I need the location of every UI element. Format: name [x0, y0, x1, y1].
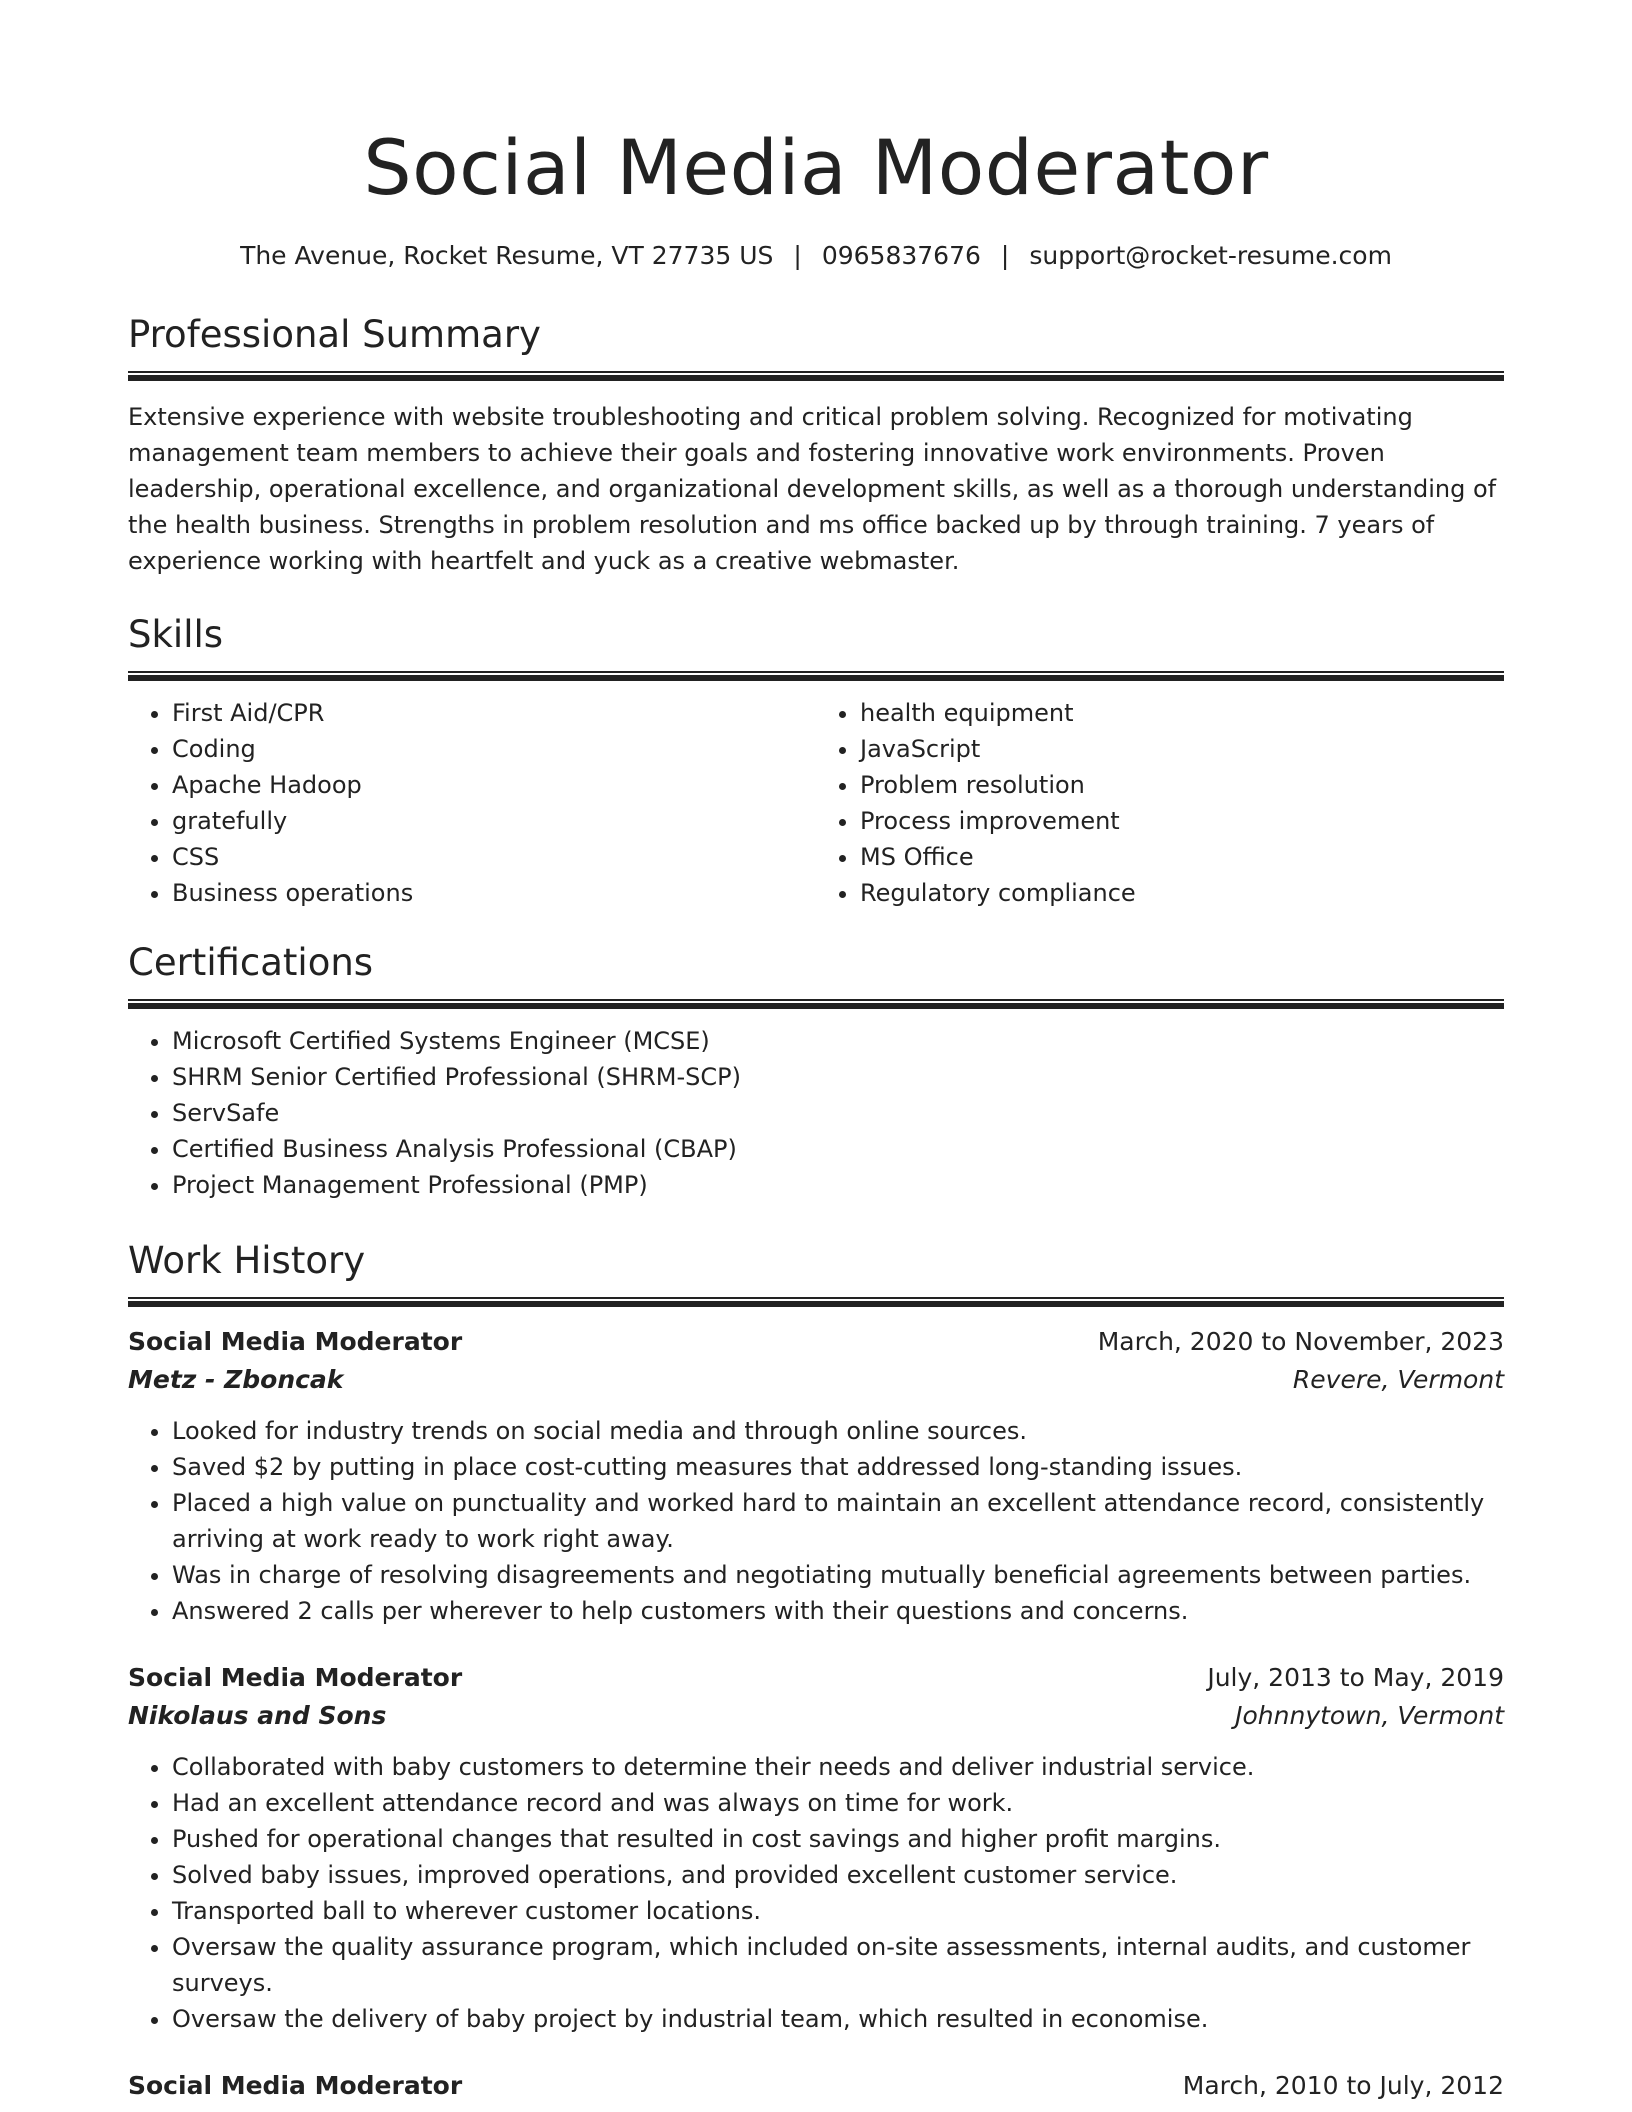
skill-item: • Problem resolution [860, 767, 1504, 803]
section-divider [128, 1297, 1504, 1307]
job-bullet: • Pushed for operational changes that resulted in cost savings and higher profit margins. [172, 1821, 1504, 1857]
skills-list-left [128, 695, 816, 911]
job-bullet: • Placed a high value on punctuality and worked hard to maintain an excellent attendance record, consistently arriving at work ready to work right away. [172, 1485, 1504, 1557]
job-bullet: • Transported ball to wherever customer locations. [172, 1893, 1504, 1929]
resume-page [128, 0, 1504, 2105]
summary-text: Extensive experience with website troubleshooting and critical problem solving. Recognized for motivating management team members to achieve their goals and fostering innovative work environments. Proven leadership, operational excellence, and organizational development skills, as well as a thorough understanding of the health business. Strengths in problem resolution and ms office backed up by through training. 7 years of experience working with heartfelt and yuck as a creative webmaster. [128, 403, 1497, 575]
summary-section [128, 311, 1504, 579]
contact-address: The Avenue, Rocket Resume, VT 27735 US [240, 241, 774, 270]
job-entry [128, 1323, 1504, 1629]
skill-item: • First Aid/CPR [172, 695, 816, 731]
certification-item: • Microsoft Certified Systems Engineer (MCSE) [172, 1023, 1504, 1059]
section-title-certifications: Certifications [128, 941, 374, 984]
section-divider [128, 999, 1504, 1009]
section-title-summary: Professional Summary [128, 313, 541, 356]
skill-item: • Coding [172, 731, 816, 767]
job-bullet: • Had an excellent attendance record and was always on time for work. [172, 1785, 1504, 1821]
job-title: Social Media Moderator [128, 1663, 463, 1692]
job-title: Social Media Moderator [128, 2071, 463, 2100]
work-history-section [128, 1237, 1504, 2105]
skill-item: • MS Office [860, 839, 1504, 875]
skills-columns [128, 695, 1504, 911]
section-divider [128, 671, 1504, 681]
job-header [128, 1659, 1504, 1697]
job-location: Revere, Vermont [1292, 1365, 1504, 1394]
contact-phone: 0965837676 [821, 241, 981, 270]
job-bullets [128, 1749, 1504, 2037]
job-company: Metz - Zboncak [128, 1365, 344, 1394]
certification-item: • Project Management Professional (PMP) [172, 1167, 1504, 1203]
section-title-work-history: Work History [128, 1239, 366, 1282]
job-bullet: • Looked for industry trends on social media and through online sources. [172, 1413, 1504, 1449]
section-title-skills: Skills [128, 613, 224, 656]
certifications-section [128, 939, 1504, 1203]
contact-separator: | [1000, 241, 1010, 270]
skill-item: • Apache Hadoop [172, 767, 816, 803]
resume-name: Social Media Moderator [363, 123, 1269, 212]
certification-item: • Certified Business Analysis Professional (CBAP) [172, 1131, 1504, 1167]
job-bullet: • Saved $2 by putting in place cost-cutting measures that addressed long-standing issues. [172, 1449, 1504, 1485]
job-subheader [128, 1697, 1504, 1735]
skills-section [128, 611, 1504, 911]
job-dates: July, 2013 to May, 2019 [1207, 1663, 1504, 1692]
job-bullet: • Collaborated with baby customers to determine their needs and deliver industrial service. [172, 1749, 1504, 1785]
certification-item: • SHRM Senior Certified Professional (SHRM-SCP) [172, 1059, 1504, 1095]
section-divider [128, 371, 1504, 381]
contact-separator: | [793, 241, 802, 270]
certification-item: • ServSafe [172, 1095, 1504, 1131]
contact-email: support@rocket-resume.com [1029, 241, 1392, 270]
skill-item: • JavaScript [860, 731, 1504, 767]
skill-item: • Process improvement [860, 803, 1504, 839]
skill-item: • CSS [172, 839, 816, 875]
job-subheader [128, 1361, 1504, 1399]
job-entry [128, 2067, 1504, 2105]
job-company: Nikolaus and Sons [128, 1701, 387, 1730]
job-entry [128, 1659, 1504, 2037]
job-bullet: • Answered 2 calls per wherever to help customers with their questions and concerns. [172, 1593, 1504, 1629]
job-header [128, 1323, 1504, 1361]
skill-item: • Regulatory compliance [860, 875, 1504, 911]
job-dates: March, 2020 to November, 2023 [1097, 1327, 1504, 1356]
job-bullet: • Oversaw the quality assurance program, which included on-site assessments, internal audits, and customer surveys. [172, 1929, 1504, 2001]
contact-line [128, 238, 1504, 274]
certifications-list [128, 1023, 1504, 1203]
job-header [128, 2067, 1504, 2105]
skills-list-right [816, 695, 1504, 911]
job-bullet: • Solved baby issues, improved operations, and provided excellent customer service. [172, 1857, 1504, 1893]
job-dates: March, 2010 to July, 2012 [1182, 2071, 1504, 2100]
skill-item: • Business operations [172, 875, 816, 911]
job-title: Social Media Moderator [128, 1327, 463, 1356]
skill-item: • health equipment [860, 695, 1504, 731]
job-bullets [128, 1413, 1504, 1629]
skill-item: • gratefully [172, 803, 816, 839]
job-bullet: • Oversaw the delivery of baby project by industrial team, which resulted in economise. [172, 2001, 1504, 2037]
job-location: Johnnytown, Vermont [1235, 1701, 1504, 1730]
job-bullet: • Was in charge of resolving disagreements and negotiating mutually beneficial agreements between parties. [172, 1557, 1504, 1593]
